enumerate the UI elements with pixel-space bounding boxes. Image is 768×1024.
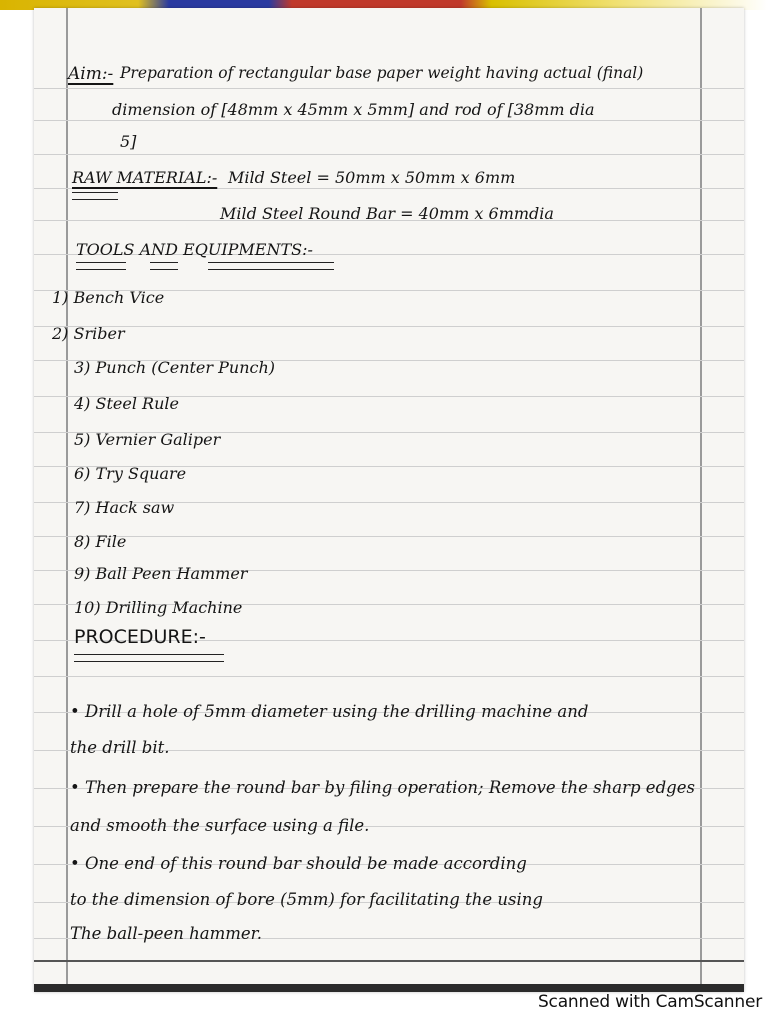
ruled-line [34, 154, 744, 155]
ruled-line [34, 326, 744, 327]
left-margin-line [66, 8, 68, 992]
procedure-line: the drill bit. [70, 738, 170, 757]
tool-item: 4) Steel Rule [74, 394, 179, 413]
procedure-line: • Then prepare the round bar by filing operation; Remove the sharp edges [70, 778, 695, 797]
tool-item: 10) Drilling Machine [74, 598, 243, 617]
bottom-strip [34, 984, 744, 992]
procedure-line: • Drill a hole of 5mm diameter using the drilling machine and [70, 702, 589, 721]
right-margin-line [700, 8, 702, 992]
aim-line-2: dimension of [48mm x 45mm x 5mm] and rod of [38mm dia [112, 100, 595, 119]
procedure-line: • One end of this round bar should be made according [70, 854, 527, 873]
tools-underline-2 [150, 262, 178, 270]
ruled-line [34, 120, 744, 121]
tool-item: 8) File [74, 532, 127, 551]
procedure-line: to the dimension of bore (5mm) for facilitating the using [70, 890, 543, 909]
procedure-heading: PROCEDURE:- [74, 626, 206, 648]
ruled-line [34, 188, 744, 189]
tools-underline-1 [76, 262, 126, 270]
raw-material-underline [72, 192, 118, 200]
tools-heading: TOOLS AND EQUIPMENTS:- [76, 240, 313, 259]
procedure-line: The ball-peen hammer. [70, 924, 262, 943]
ruled-line [34, 676, 744, 677]
aim-line-1: Preparation of rectangular base paper weight having actual (final) [120, 64, 644, 82]
tool-item: 5) Vernier Galiper [74, 430, 221, 449]
procedure-underline [74, 654, 224, 662]
raw-material-label: RAW MATERIAL:- [72, 168, 218, 187]
tool-item: 3) Punch (Center Punch) [74, 358, 276, 377]
tool-item: 1) Bench Vice [52, 288, 165, 307]
raw-material-item-1: Mild Steel = 50mm x 50mm x 6mm [228, 168, 516, 187]
procedure-line: and smooth the surface using a file. [70, 816, 370, 835]
camscanner-watermark: Scanned with CamScanner [537, 992, 762, 1012]
tool-item: 6) Try Square [74, 464, 187, 483]
tool-item: 7) Hack saw [74, 498, 175, 517]
ruled-line [34, 88, 744, 89]
raw-material-item-2: Mild Steel Round Bar = 40mm x 6mmdia [220, 204, 554, 223]
bottom-rule [34, 960, 744, 962]
tool-item: 9) Ball Peen Hammer [74, 564, 248, 583]
aim-label: Aim:- [68, 64, 114, 84]
tools-underline-3 [208, 262, 334, 270]
aim-line-3: 5] [120, 132, 137, 151]
ruled-line [34, 536, 744, 537]
tool-item: 2) Sriber [52, 324, 125, 343]
notebook-page [34, 8, 744, 992]
